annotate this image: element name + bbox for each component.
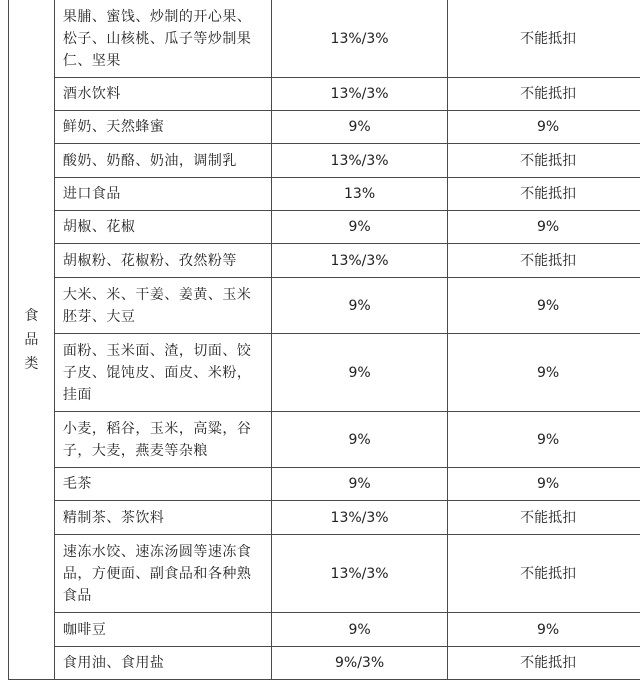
item-cell: 小麦，稻谷，玉米，高粱，谷子，大麦，燕麦等杂粮 [54, 412, 271, 468]
item-cell: 酒水饮料 [54, 78, 271, 111]
table-row [9, 244, 640, 278]
deduction-cell: 9% [448, 111, 640, 144]
table-row [9, 468, 640, 501]
rate-cell: 9%/3% [271, 647, 447, 680]
deduction-cell: 9% [448, 278, 640, 334]
table-row [9, 613, 640, 647]
rate-cell: 9% [271, 111, 447, 144]
table-row [9, 78, 640, 111]
rate-cell: 9% [271, 334, 447, 412]
table-row [9, 0, 640, 78]
table-row [9, 178, 640, 211]
rate-cell: 9% [271, 468, 447, 501]
rate-cell: 13%/3% [271, 501, 447, 535]
table-row [9, 501, 640, 535]
deduction-cell: 不能抵扣 [448, 535, 640, 613]
item-cell: 面粉、玉米面、渣，切面、饺子皮、馄饨皮、面皮、米粉，挂面 [54, 334, 271, 412]
item-cell: 大米、米、干姜、姜黄、玉米胚芽、大豆 [54, 278, 271, 334]
item-cell: 毛茶 [54, 468, 271, 501]
rate-cell: 13%/3% [271, 244, 447, 278]
deduction-cell: 不能抵扣 [448, 0, 640, 78]
rate-cell: 13%/3% [271, 0, 447, 78]
rate-cell: 13%/3% [271, 144, 447, 178]
deduction-cell: 9% [448, 412, 640, 468]
deduction-cell: 不能抵扣 [448, 178, 640, 211]
item-cell: 精制茶、茶饮料 [54, 501, 271, 535]
table-row [9, 278, 640, 334]
table-row [9, 412, 640, 468]
rate-cell: 9% [271, 278, 447, 334]
item-cell: 酸奶、奶酪、奶油，调制乳 [54, 144, 271, 178]
tax-rate-table [8, 0, 640, 680]
item-cell: 咖啡豆 [54, 613, 271, 647]
item-cell: 鲜奶、天然蜂蜜 [54, 111, 271, 144]
item-cell: 速冻水饺、速冻汤圆等速冻食品，方便面、副食品和各种熟食品 [54, 535, 271, 613]
table-row [9, 647, 640, 680]
rate-cell: 9% [271, 412, 447, 468]
rate-cell: 9% [271, 613, 447, 647]
table-row [9, 111, 640, 144]
item-cell: 果脯、蜜饯、炒制的开心果、松子、山核桃、瓜子等炒制果仁、坚果 [54, 0, 271, 78]
rate-cell: 13% [271, 178, 447, 211]
deduction-cell: 不能抵扣 [448, 144, 640, 178]
item-cell: 胡椒粉、花椒粉、孜然粉等 [54, 244, 271, 278]
table-row [9, 144, 640, 178]
rate-cell: 13%/3% [271, 535, 447, 613]
table-row [9, 211, 640, 244]
category-cell [9, 0, 55, 680]
rate-cell: 9% [271, 211, 447, 244]
deduction-cell: 9% [448, 468, 640, 501]
table-row [9, 334, 640, 412]
deduction-cell: 不能抵扣 [448, 647, 640, 680]
deduction-cell: 9% [448, 334, 640, 412]
table-row [9, 535, 640, 613]
rate-cell: 13%/3% [271, 78, 447, 111]
deduction-cell: 不能抵扣 [448, 244, 640, 278]
item-cell: 食用油、食用盐 [54, 647, 271, 680]
item-cell: 进口食品 [54, 178, 271, 211]
item-cell: 胡椒、花椒 [54, 211, 271, 244]
table-body [9, 0, 640, 680]
deduction-cell: 9% [448, 211, 640, 244]
deduction-cell: 不能抵扣 [448, 78, 640, 111]
deduction-cell: 9% [448, 613, 640, 647]
deduction-cell: 不能抵扣 [448, 501, 640, 535]
category-label: 食品类 [23, 304, 39, 376]
